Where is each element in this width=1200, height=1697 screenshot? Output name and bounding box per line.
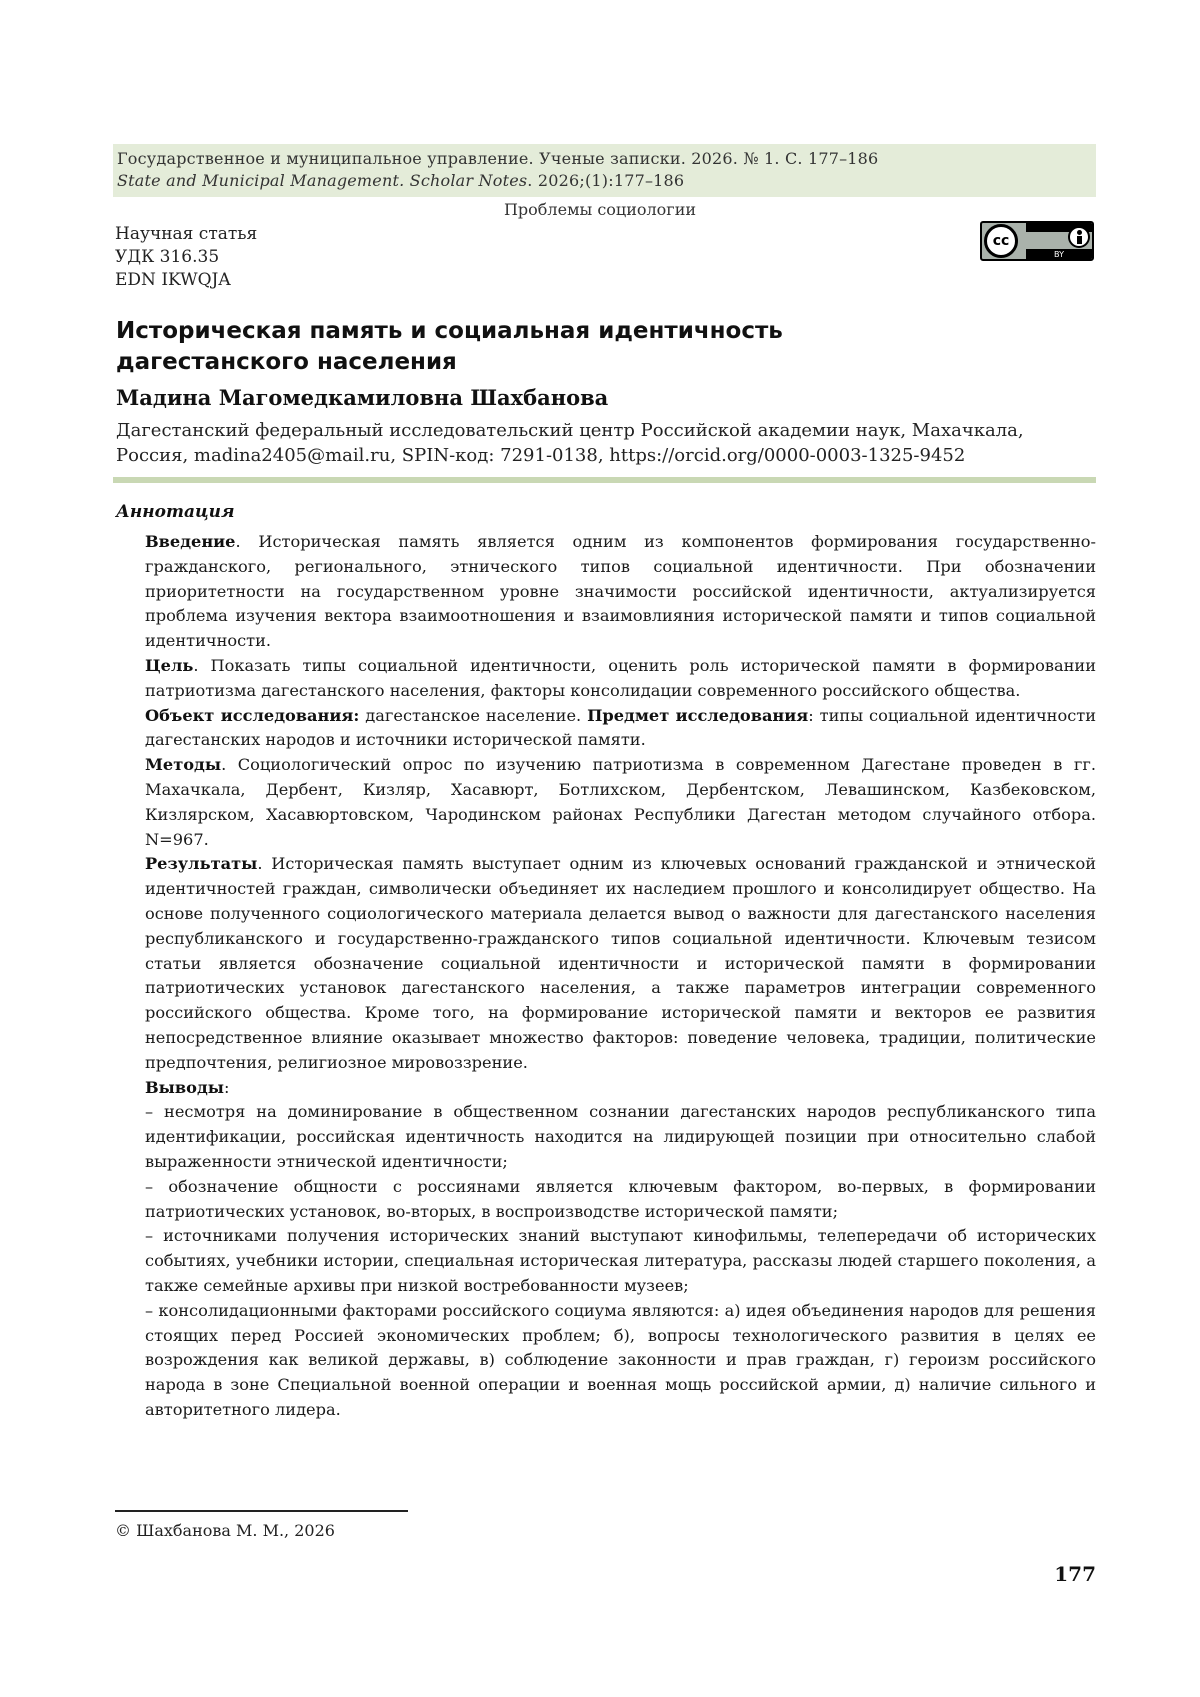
edn-code: EDN IKWQJA [115, 270, 231, 290]
abstract-introduction [145, 530, 1096, 654]
author-name: Мадина Магомедкамиловна Шахбанова [116, 385, 609, 410]
methods-text: . Социологический опрос по изучению патриотизма в современном Дагестане проведен в гг. Махачкала, Дербент, Кизляр, Хасавюрт, Ботлихском, Дербентском, Левашинском, Казбековском, Кизлярском, Хасавюртовском, Чародинском районах Республики Дагестан методом случайного отбора. N=967. [145, 755, 1096, 849]
author-affiliation: Дагестанский федеральный исследовательский центр Российской академии наук, Махачкала, [116, 420, 1024, 441]
conclusions-colon: : [223, 1077, 230, 1097]
introduction-label: Введение [145, 532, 236, 551]
object-label: Объект исследования: [145, 705, 360, 725]
introduction-text: . Историческая память является одним из компонентов формирования государственно-гражданского, регионального, этнического типов социальной идентичности. При обозначении приоритетности на государственном уровне значимости российской идентичности, актуализируется проблема изучения вектора взаимоотношения и взаимовлияния исторической памяти и типов социальной идентичности. [145, 532, 1096, 651]
author-contacts: Россия, madina2405@mail.ru, SPIN-код: 7291-0138, https://orcid.org/0000-0003-1325-9452 [116, 445, 966, 466]
conclusion-item: – консолидационными факторами российского социума являются: а) идея объединения народов для решения стоящих перед Россией экономических проблем; б), вопросы технологического развития в целях ее возрождения как великой державы, в) соблюдение законности и прав граждан, г) героизм российского народа в зоне Специальной военной операции и военная мощь российской армии, д) наличие сильного и авторитетного лидера. [145, 1300, 1096, 1419]
subject-text: : типы социальной идентичности дагестанских народов и источники исторической памяти. [145, 705, 1097, 750]
footnote-divider [115, 1510, 408, 1512]
by-label: BY [1054, 250, 1064, 259]
abstract-object-subject [145, 704, 1096, 754]
article-type: Научная статья [115, 224, 258, 244]
goal-label: Цель [145, 655, 194, 675]
cc-logo-icon: cc [984, 224, 1018, 258]
abstract-methods [145, 753, 1096, 852]
journal-citation-en [117, 171, 684, 190]
attribution-person-icon [1068, 226, 1090, 248]
creative-commons-by-icon [980, 221, 1094, 261]
abstract-body [145, 530, 1096, 1423]
conclusion-item: – обозначение общности с россиянами является ключевым фактором, во-первых, в формировании патриотических установок, во-вторых, в воспроизводстве исторической памяти; [145, 1176, 1096, 1221]
conclusions-label: Выводы [145, 1077, 224, 1097]
conclusion-item: – источниками получения исторических знаний выступают кинофильмы, телепередачи об исторических событиях, учебники истории, специальная историческая литература, рассказы людей старшего поколения, а также семейные архивы при низкой востребованности музеев; [145, 1226, 1096, 1295]
header-divider [113, 477, 1096, 483]
methods-label: Методы [145, 755, 222, 775]
article-title-line: Историческая память и социальная идентичность [116, 318, 783, 344]
journal-citation-en-rest: . 2026;(1):177–186 [527, 171, 685, 190]
section-rubric: Проблемы социологии [503, 200, 697, 219]
article-title [116, 316, 1016, 378]
journal-title-en: State and Municipal Management. Scholar Notes [117, 171, 528, 190]
page-number: 177 [1054, 1562, 1096, 1586]
object-text: дагестанское население. [359, 705, 588, 725]
results-label: Результаты [145, 854, 258, 874]
goal-text: . Показать типы социальной идентичности, оценить роль исторической памяти в формировании патриотизма дагестанского населения, факторы консолидации современного российского общества. [145, 655, 1096, 700]
abstract-goal [145, 654, 1096, 704]
abstract-heading: Аннотация [116, 502, 235, 522]
copyright-footnote: © Шахбанова М. М., 2026 [115, 1521, 335, 1540]
abstract-results [145, 852, 1096, 1075]
subject-label: Предмет исследования [587, 705, 809, 725]
conclusion-item: – несмотря на доминирование в общественном сознании дагестанских народов республиканского типа идентификации, российская идентичность находится на лидирующей позиции при относительно слабой выраженности этнической идентичности; [145, 1102, 1096, 1171]
journal-citation-ru: Государственное и муниципальное управление. Ученые записки. 2026. № 1. С. 177–186 [117, 149, 879, 168]
results-text: . Историческая память выступает одним из ключевых оснований гражданской и этнической идентичностей граждан, символически объединяет их наследием прошлого и консолидирует общество. На основе полученного социологического материала делается вывод о важности для дагестанского населения республиканского и государственно-гражданского типов социальной идентичности. Ключевым тезисом статьи является обозначение социальной идентичности и исторической памяти в формировании патриотических установок дагестанского населения, а также параметров интеграции современного российского общества. Кроме того, на формирование исторической памяти и векторов ее развития непосредственное влияние оказывает множество факторов: поведение человека, традиции, политические предпочтения, религиозное мировоззрение. [145, 854, 1096, 1072]
article-title-line: дагестанского населения [116, 349, 457, 375]
udc-code: УДК 316.35 [115, 247, 220, 267]
abstract-conclusions-heading [145, 1076, 1096, 1101]
